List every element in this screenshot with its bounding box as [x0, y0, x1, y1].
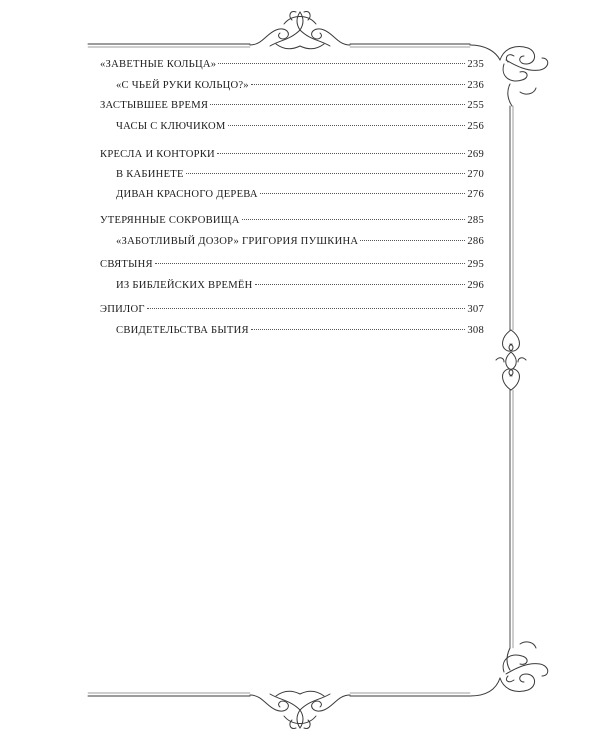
toc-entry-page: 256: [467, 121, 484, 132]
toc-entry-title: В КАБИНЕТЕ: [116, 169, 184, 180]
toc-subentry: [100, 324, 484, 338]
toc-entry-page: 285: [467, 215, 484, 226]
corner-top-right-icon: [470, 45, 548, 106]
toc-entry-page: 295: [467, 259, 484, 270]
toc-entry-page: 308: [467, 325, 484, 336]
dot-leader: [360, 240, 465, 241]
toc-entry-page: 296: [467, 280, 484, 291]
dot-leader: [210, 104, 465, 105]
toc-entry-page: 276: [467, 189, 484, 200]
toc-entry-title: ЗАСТЫВШЕЕ ВРЕМЯ: [100, 100, 209, 111]
toc-entry-title: СВИДЕТЕЛЬСТВА БЫТИЯ: [116, 325, 249, 336]
dot-leader: [217, 153, 465, 154]
toc-entry-title: СВЯТЫНЯ: [100, 259, 153, 270]
dot-leader: [260, 193, 466, 194]
toc-entry: [100, 58, 484, 72]
toc-subentry: [100, 120, 484, 134]
toc-entry-page: 286: [467, 236, 484, 247]
toc-subentry: [100, 79, 484, 93]
toc-entry-title: КРЕСЛА И КОНТОРКИ: [100, 149, 215, 160]
toc-subentry: [100, 188, 484, 202]
toc-entry-page: 307: [467, 304, 484, 315]
toc-entry-title: ЭПИЛОГ: [100, 304, 145, 315]
dot-leader: [147, 308, 466, 309]
right-middle-flourish-icon: [496, 330, 526, 390]
top-flourish-icon: [250, 12, 350, 49]
toc-entry-title: УТЕРЯННЫЕ СОКРОВИЩА: [100, 215, 240, 226]
dot-leader: [242, 219, 466, 220]
dot-leader: [218, 63, 465, 64]
dot-leader: [155, 263, 466, 264]
toc-entry-title: ДИВАН КРАСНОГО ДЕРЕВА: [116, 189, 258, 200]
toc-entry: [100, 214, 484, 228]
toc-entry-page: 236: [467, 80, 484, 91]
toc-entry: [100, 258, 484, 272]
toc-entry-page: 255: [467, 100, 484, 111]
dot-leader: [251, 84, 466, 85]
toc-entry-page: 235: [467, 59, 484, 70]
toc-entry-title: ЧАСЫ С КЛЮЧИКОМ: [116, 121, 226, 132]
toc-entry-title: «ЗАБОТЛИВЫЙ ДОЗОР» ГРИГОРИЯ ПУШКИНА: [116, 236, 359, 247]
toc-subentry: [100, 235, 484, 249]
toc-entry-title: «ЗАВЕТНЫЕ КОЛЬЦА»: [100, 59, 217, 70]
toc-subentry: [100, 279, 484, 293]
toc-entry: [100, 99, 484, 113]
toc-entry-page: 270: [467, 169, 484, 180]
dot-leader: [251, 329, 466, 330]
toc-entry-page: 269: [467, 149, 484, 160]
toc-entry-title: ИЗ БИБЛЕЙСКИХ ВРЕМЁН: [116, 280, 253, 291]
toc-subentry: [100, 168, 484, 182]
dot-leader: [255, 284, 466, 285]
bottom-flourish-icon: [250, 691, 350, 728]
toc-entry-title: «С ЧЬЕЙ РУКИ КОЛЬЦО?»: [116, 80, 249, 91]
corner-bottom-right-icon: [470, 642, 548, 696]
dot-leader: [186, 173, 466, 174]
dot-leader: [228, 125, 466, 126]
toc-entry: [100, 303, 484, 317]
toc-entry: [100, 148, 484, 162]
